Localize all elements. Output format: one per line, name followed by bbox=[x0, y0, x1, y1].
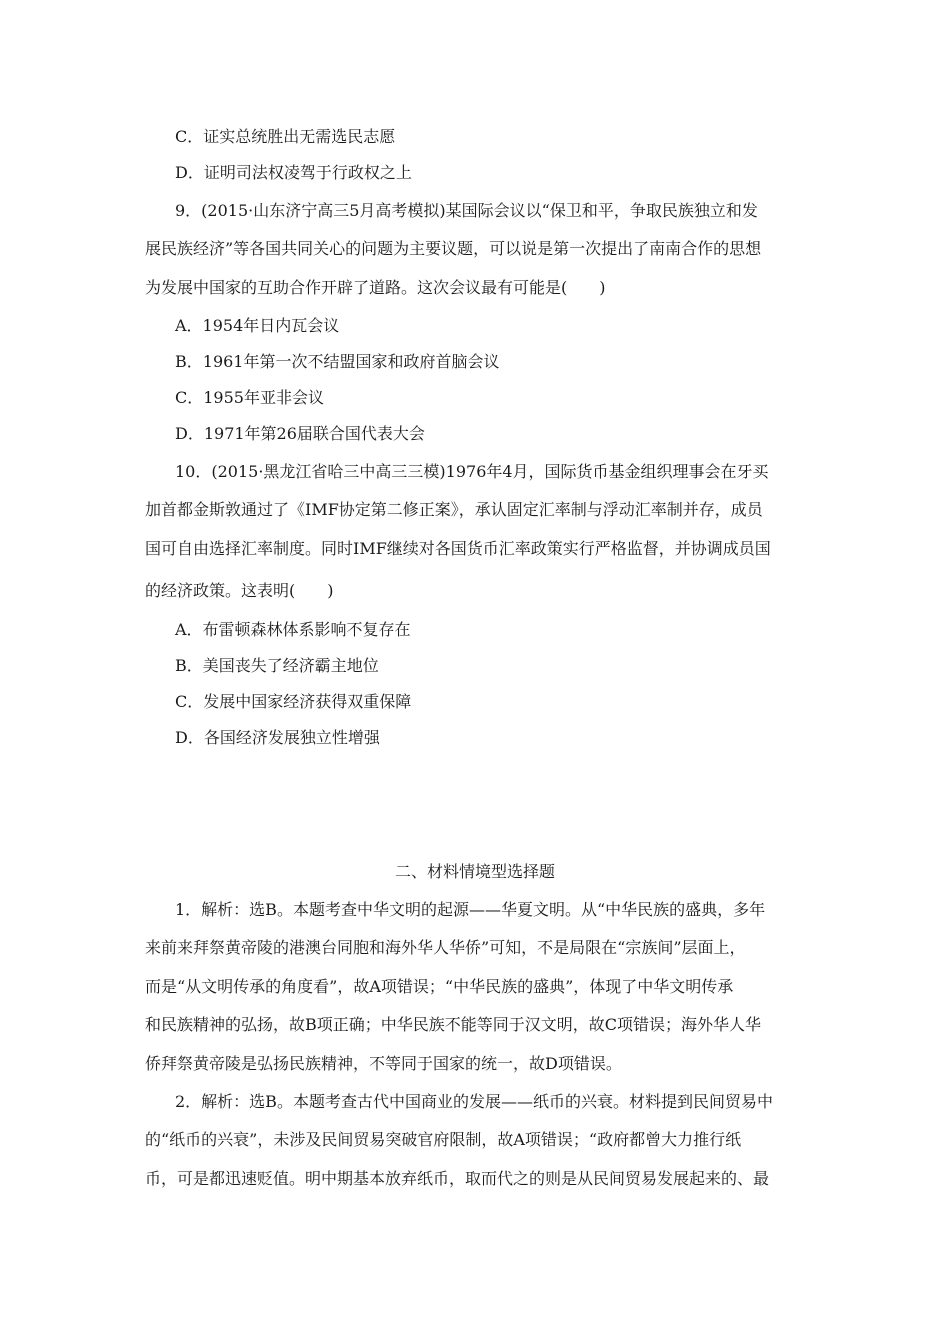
answer-1-line-1: 1．解析：选B。本题考查中华文明的起源——华夏文明。从“中华民族的盛典，多年 bbox=[175, 900, 766, 919]
answer-2-line-2: 的“纸币的兴衰”，未涉及民间贸易突破官府限制，故A项错误；“政府都曾大力推行纸 bbox=[145, 1130, 742, 1149]
q9-option-d: D．1971年第26届联合国代表大会 bbox=[175, 424, 425, 443]
q10-option-d: D．各国经济发展独立性增强 bbox=[175, 728, 380, 747]
q10-option-c: C．发展中国家经济获得双重保障 bbox=[175, 692, 412, 711]
answer-1-line-4: 和民族精神的弘扬，故B项正确；中华民族不能等同于汉文明，故C项错误；海外华人华 bbox=[145, 1015, 762, 1034]
answer-2-line-3: 币，可是都迅速贬值。明中期基本放弃纸币，取而代之的则是从民间贸易发展起来的、最 bbox=[145, 1169, 770, 1188]
q10-stem-line-3: 国可自由选择汇率制度。同时IMF继续对各国货币汇率政策实行严格监督，并协调成员国 bbox=[145, 539, 771, 558]
q10-option-a: A．布雷顿森林体系影响不复存在 bbox=[175, 620, 411, 639]
q10-option-b: B．美国丧失了经济霸主地位 bbox=[175, 656, 379, 675]
answer-1-line-2: 来前来拜祭黄帝陵的港澳台同胞和海外华人华侨”可知，不是局限在“宗族间”层面上， bbox=[145, 938, 746, 957]
q9-stem-line-2: 展民族经济”等各国共同关心的问题为主要议题，可以说是第一次提出了南南合作的思想 bbox=[145, 239, 762, 258]
q10-stem-line-4: 的经济政策。这表明( ) bbox=[145, 581, 334, 600]
answer-1-line-5: 侨拜祭黄帝陵是弘扬民族精神，不等同于国家的统一，故D项错误。 bbox=[145, 1054, 622, 1073]
q9-option-a: A．1954年日内瓦会议 bbox=[175, 316, 340, 335]
answer-1-line-3: 而是“从文明传承的角度看”，故A项错误；“中华民族的盛典”，体现了中华文明传承 bbox=[145, 977, 734, 996]
q8-option-d: D．证明司法权凌驾于行政权之上 bbox=[175, 163, 412, 182]
q10-stem-line-2: 加首都金斯敦通过了《IMF协定第二修正案》，承认固定汇率制与浮动汇率制并存，成员 bbox=[145, 500, 763, 519]
q9-stem-line-3: 为发展中国家的互助合作开辟了道路。这次会议最有可能是( ) bbox=[145, 278, 606, 297]
q9-option-b: B．1961年第一次不结盟国家和政府首脑会议 bbox=[175, 352, 500, 371]
q9-stem-line-1: 9．(2015·山东济宁高三5月高考模拟)某国际会议以“保卫和平，争取民族独立和发 bbox=[175, 201, 758, 220]
q8-option-c: C．证实总统胜出无需选民志愿 bbox=[175, 127, 396, 146]
section-heading: 二、材料情境型选择题 bbox=[394, 862, 555, 881]
answer-2-line-1: 2．解析：选B。本题考查古代中国商业的发展——纸币的兴衰。材料提到民间贸易中 bbox=[175, 1092, 773, 1111]
q10-stem-line-1: 10．(2015·黑龙江省哈三中高三三模)1976年4月，国际货币基金组织理事会在牙买 bbox=[175, 462, 769, 481]
q9-option-c: C．1955年亚非会议 bbox=[175, 388, 324, 407]
